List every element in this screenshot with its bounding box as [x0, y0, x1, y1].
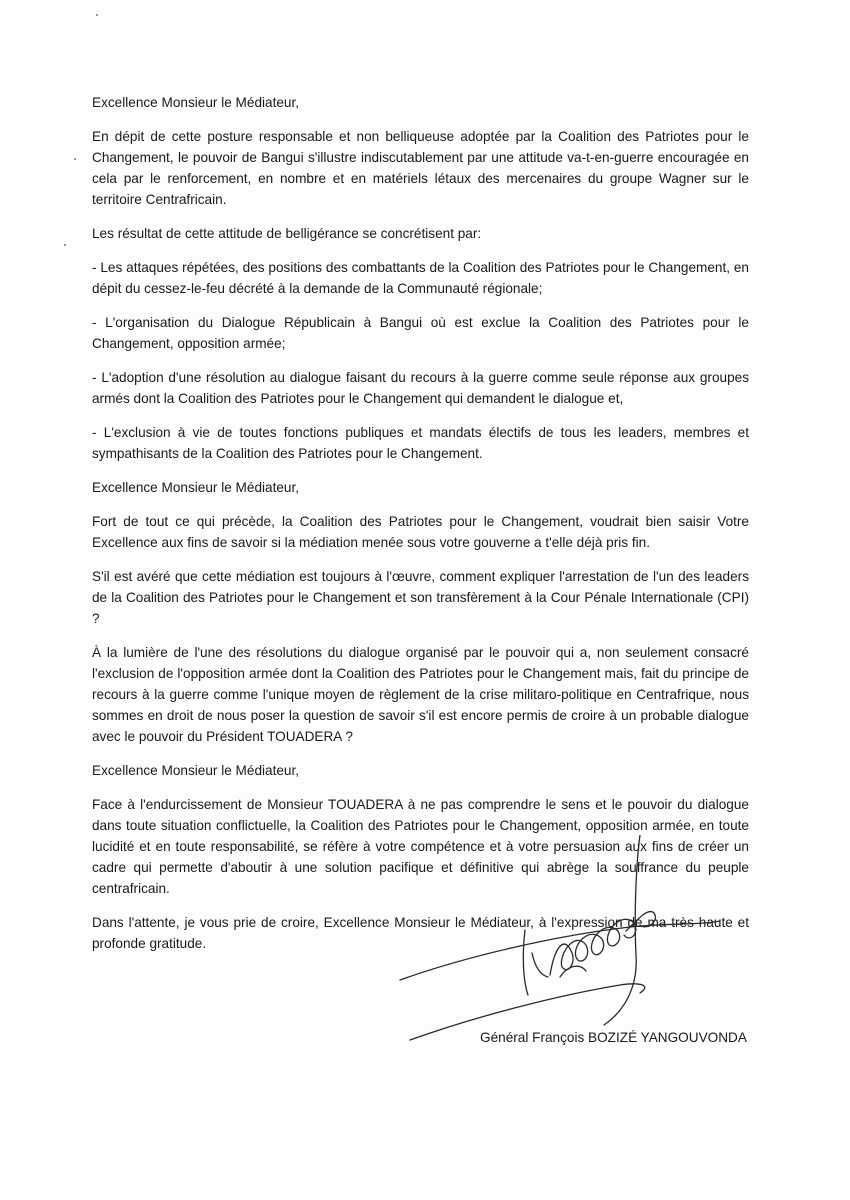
paragraph-posture: En dépit de cette posture responsable et non belliqueuse adoptée par la Coalition des Patriotes pour le Changement, le pouvoir de Bangui s'illustre indiscutablement par une attitude va-t-en-guerre encouragée en cela par le renforcement, en nombre et en matériels létaux des mercenaires du groupe Wagner sur le territoire Centrafricain.: [92, 129, 749, 207]
list-item-dialogue: - L'organisation du Dialogue Républicain à Bangui où est exclue la Coalition des Patriotes pour le Changement, opposition armée;: [92, 315, 749, 351]
salutation: Excellence Monsieur le Médiateur,: [92, 480, 300, 495]
salutation: Excellence Monsieur le Médiateur,: [92, 95, 300, 110]
scan-speck: [64, 244, 66, 246]
list-item-attacks: - Les attaques répétées, des positions des combattants de la Coalition des Patriotes pour le Changement, en dépit du cessez-le-feu décrété à la demande de la Communauté régionale;: [92, 260, 749, 296]
list-item-resolution: - L'adoption d'une résolution au dialogue faisant du recours à la guerre comme seule réponse aux groupes armés dont la Coalition des Patriotes pour le Changement qui demandent le dialogue et,: [92, 370, 749, 406]
scan-speck: [96, 14, 98, 16]
paragraph-arrest: S'il est avéré que cette médiation est toujours à l'œuvre, comment expliquer l'arrestation de l'un des leaders de la Coalition des Patriotes pour le Changement et son transfèrement à la Cour Pénale Internationale (CPI) ?: [92, 569, 749, 626]
list-item-exclusion: - L'exclusion à vie de toutes fonctions publiques et mandats électifs de tous les leaders, membres et sympathisants de la Coalition des Patriotes pour le Changement.: [92, 425, 749, 461]
closing-formula: Dans l'attente, je vous prie de croire, Excellence Monsieur le Médiateur, à l'expression de ma très haute et profonde gratitude.: [92, 915, 749, 951]
signer-name: Général François BOZIZÉ YANGOUVONDA: [480, 1030, 747, 1045]
scan-speck: [74, 158, 76, 160]
paragraph-results-intro: Les résultat de cette attitude de belligérance se concrétisent par:: [92, 226, 482, 241]
salutation: Excellence Monsieur le Médiateur,: [92, 763, 300, 778]
paragraph-resolution: À la lumière de l'une des résolutions du dialogue organisé par le pouvoir qui a, non seulement consacré l'exclusion de l'opposition armée dont la Coalition des Patriotes pour le Changement mais, fait du principe de recours à la guerre comme l'unique moyen de règlement de la crise militaro-politique en Centrafrique, nous sommes en droit de nous poser la question de savoir s'il est encore permis de croire à un probable dialogue avec le pouvoir du Président TOUADERA ?: [92, 645, 749, 744]
paragraph-endurcissement: Face à l'endurcissement de Monsieur TOUADERA à ne pas comprendre le sens et le pouvoir du dialogue dans toute situation conflictuelle, la Coalition des Patriotes pour le Changement, opposition armée, en toute lucidité et en toute responsabilité, se réfère à votre compétence et à votre persuasion aux fins de créer un cadre qui permette d'aboutir à une solution pacifique et définitive qui abrège la souffrance du peuple centrafricain.: [92, 797, 749, 896]
handwritten-signature: [390, 835, 750, 1050]
paragraph-mediation: Fort de tout ce qui précède, la Coalition des Patriotes pour le Changement, voudrait bien saisir Votre Excellence aux fins de savoir si la médiation menée sous votre gouverne a t'elle déjà pris fin.: [92, 514, 749, 550]
